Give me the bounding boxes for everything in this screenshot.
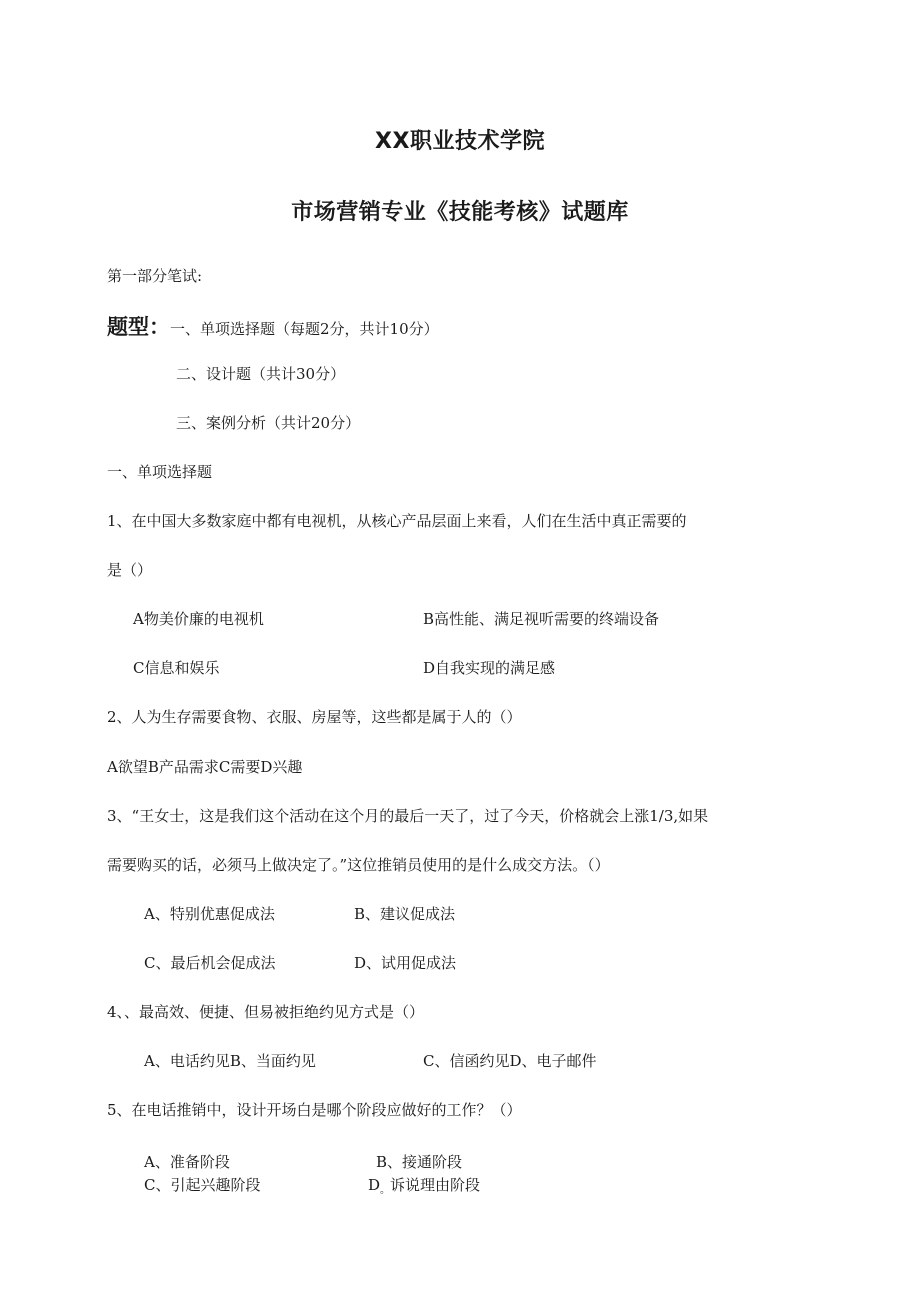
question-3-stem: 3、“王女士，这是我们这个活动在这个月的最后一天了，过了今天，价格就会上涨1/3,如果 xyxy=(107,807,709,825)
option-letter: D xyxy=(368,1176,381,1194)
question-types xyxy=(107,312,439,344)
question-3-stem-cont: 需要购买的话，必须马上做决定了。”这位推销员使用的是什么成交方法。（） xyxy=(107,856,610,874)
question-1-stem-cont: 是（） xyxy=(107,561,153,579)
question-types-label: 题型： xyxy=(107,315,170,339)
question-2-stem: 2、人为生存需要食物、衣服、房屋等，这些都是属于人的（） xyxy=(107,708,522,726)
question-4-options-ab: A、电话约见B、当面约见 xyxy=(144,1052,316,1070)
question-3-option-a: A、特别优惠促成法 xyxy=(144,905,275,923)
question-type-item: 一、单项选择题（每题2分，共计10分） xyxy=(170,320,439,338)
question-3-option-b: B、建议促成法 xyxy=(354,905,456,923)
question-type-item: 二、设计题（共计30分） xyxy=(176,365,346,383)
question-1-option-b: B高性能、满足视听需要的终端设备 xyxy=(423,610,660,628)
option-text: 诉说理由阶段 xyxy=(390,1176,481,1194)
question-5-option-c: C、引起兴趣阶段 xyxy=(144,1176,261,1194)
part-heading: 第一部分笔试: xyxy=(107,267,203,285)
question-1-option-a: A物美价廉的电视机 xyxy=(133,610,264,628)
section-heading: 一、单项选择题 xyxy=(107,463,213,481)
question-type-item: 三、案例分析（共计20分） xyxy=(176,414,361,432)
question-bank-title: 市场营销专业《技能考核》试题库 xyxy=(291,200,629,225)
question-4-stem: 4、、最高效、便捷、但易被拒绝约见方式是（） xyxy=(107,1003,425,1021)
question-1-option-c: C信息和娱乐 xyxy=(133,659,220,677)
option-mark: 。 xyxy=(380,1185,391,1196)
question-1-stem: 1、在中国大多数家庭中都有电视机，从核心产品层面上来看，人们在生活中真正需要的 xyxy=(107,512,687,530)
question-2-options: A欲望B产品需求C需要D兴趣 xyxy=(107,758,303,776)
question-4-options-cd: C、信函约见D、电子邮件 xyxy=(423,1052,597,1070)
question-1-option-d: D自我实现的满足感 xyxy=(423,659,556,677)
question-3-option-c: C、最后机会促成法 xyxy=(144,954,276,972)
question-5-option-a: A、准备阶段 xyxy=(144,1153,230,1171)
question-5-option-b: B、接通阶段 xyxy=(376,1153,463,1171)
question-5-option-d xyxy=(368,1175,480,1201)
question-3-option-d: D、试用促成法 xyxy=(354,954,457,972)
school-title: XX职业技术学院 xyxy=(375,129,545,154)
question-5-stem: 5、在电话推销中，设计开场白是哪个阶段应做好的工作？（） xyxy=(107,1101,522,1119)
